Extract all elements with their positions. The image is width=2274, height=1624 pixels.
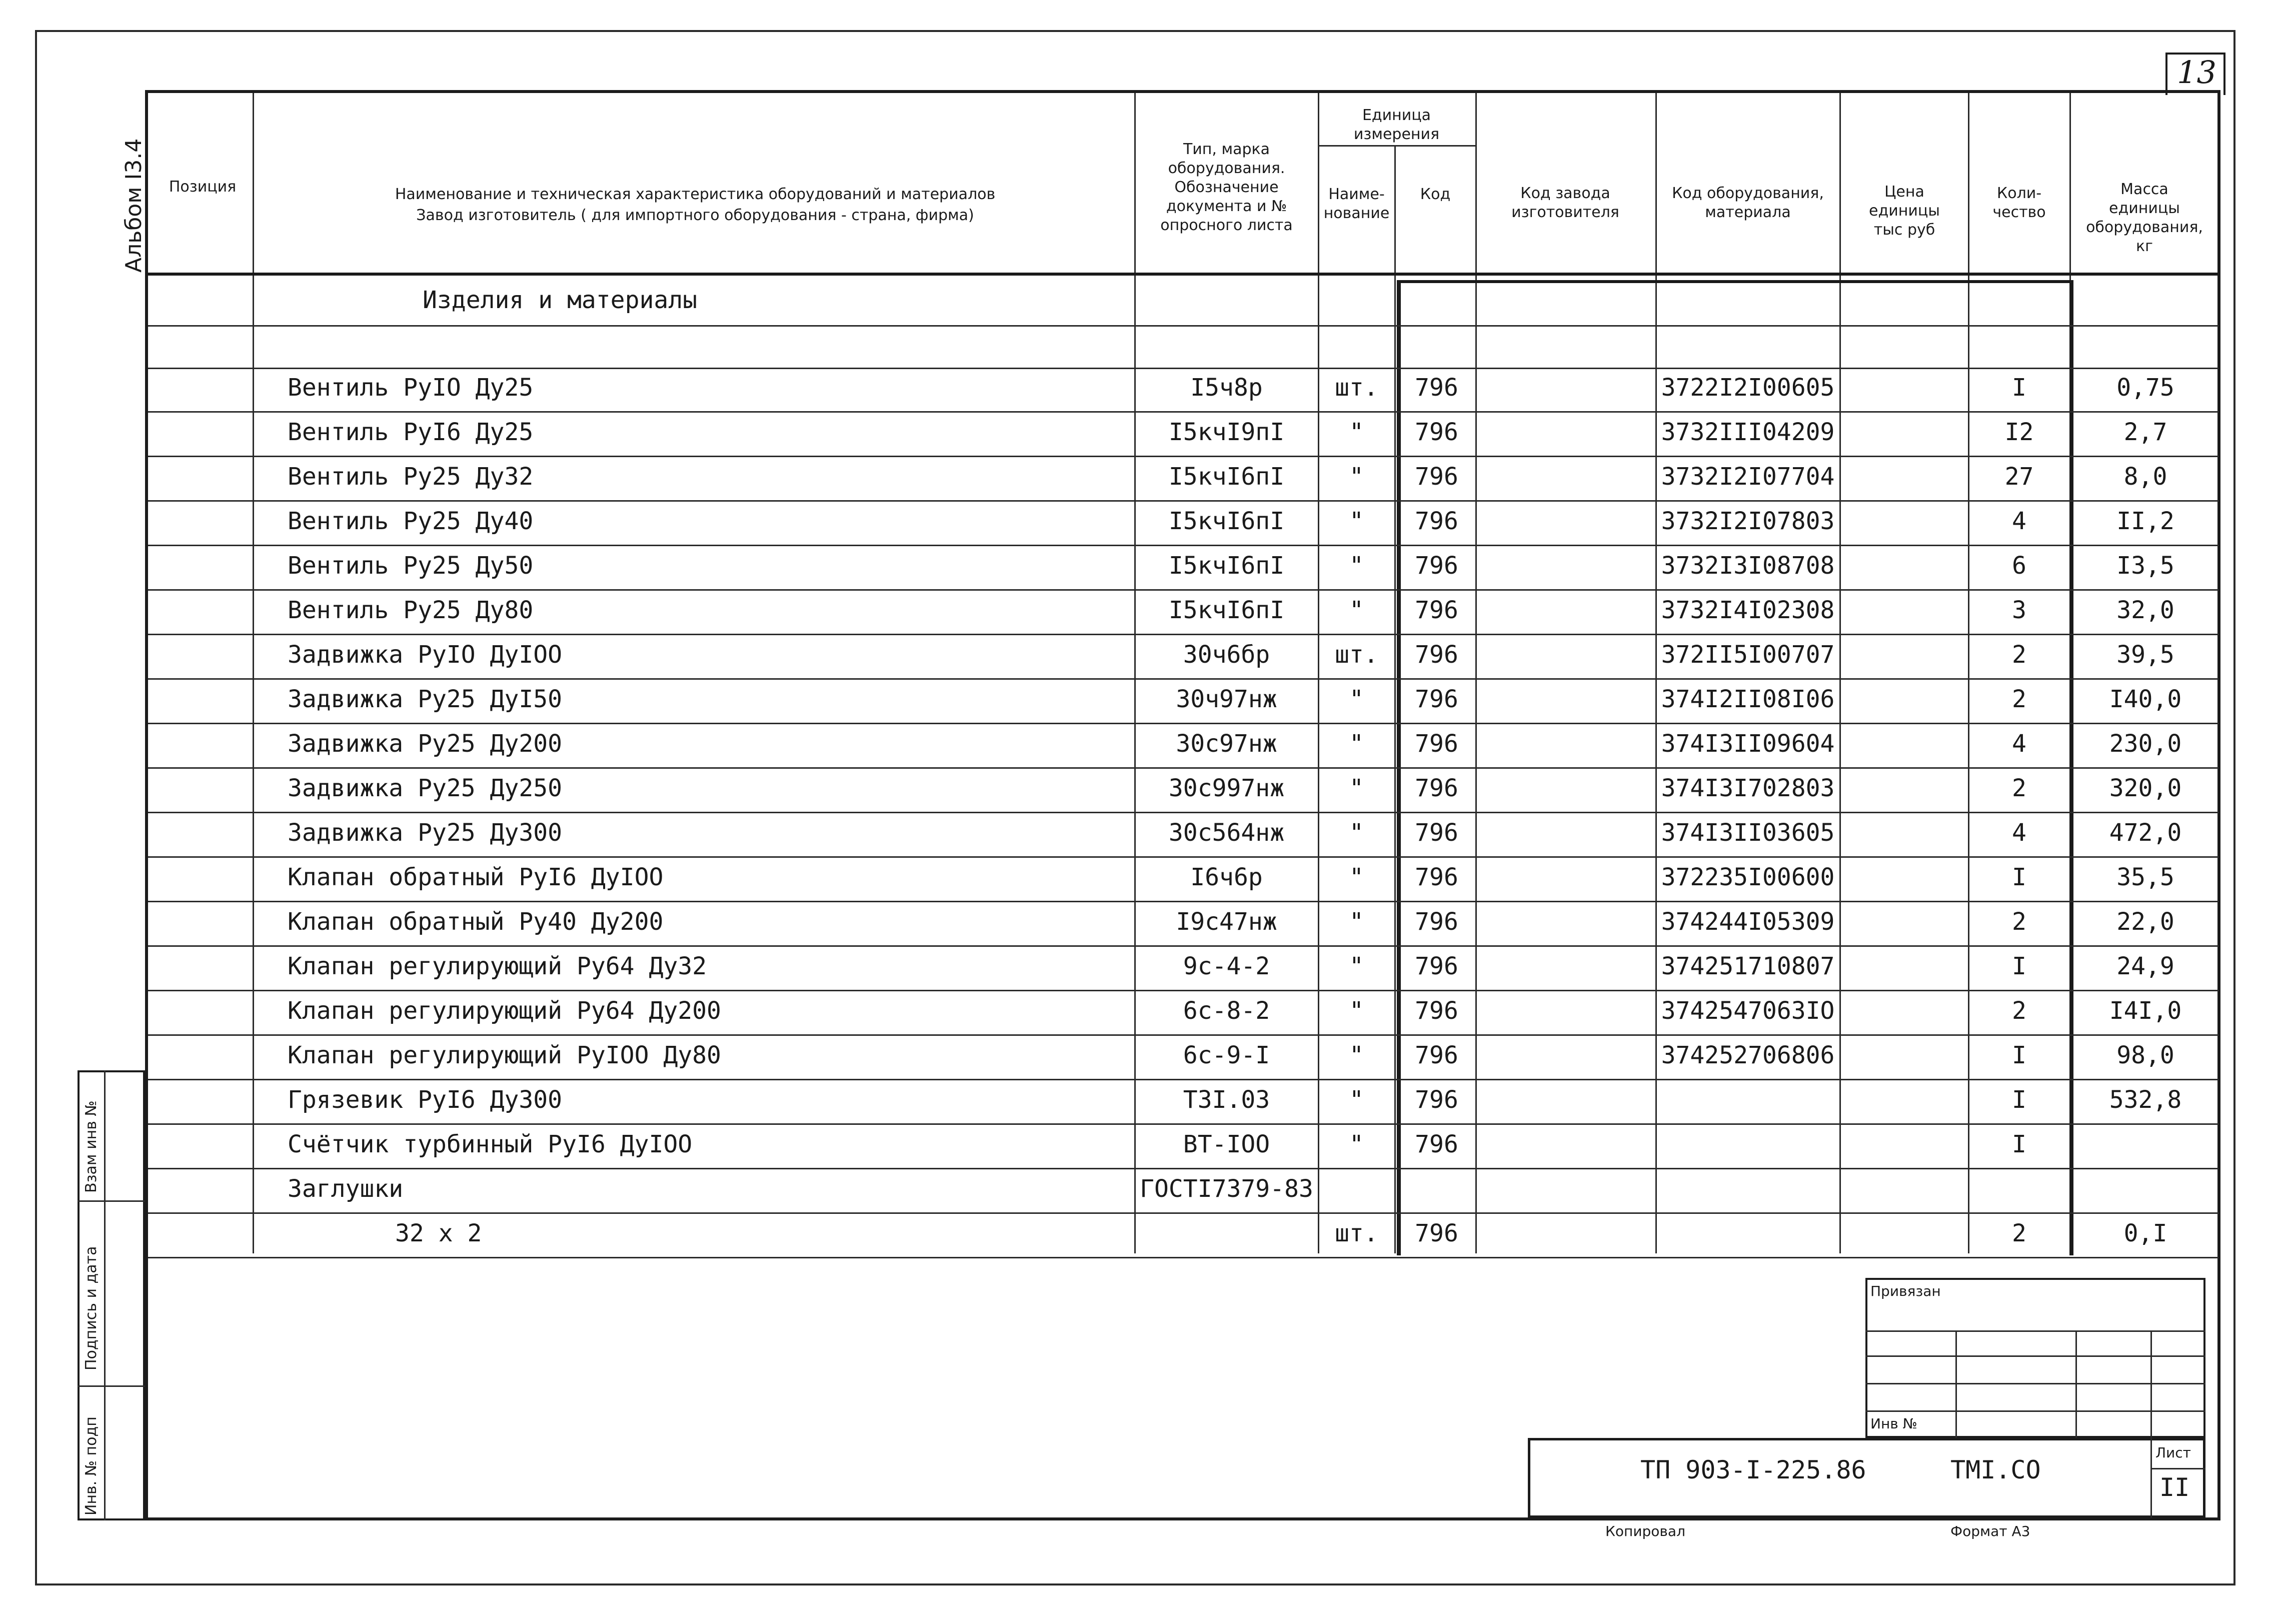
row-type: 6с-8-2: [1183, 997, 1270, 1025]
row-name: Заглушки: [288, 1175, 404, 1203]
row-quantity: 27: [2004, 463, 2034, 491]
row-divider: [148, 456, 2218, 457]
row-mass: I3,5: [2116, 552, 2174, 580]
row-equipment-code: 374252706806: [1661, 1041, 1835, 1069]
row-divider: [148, 634, 2218, 635]
side-field-replace: Взам инв №: [83, 1100, 100, 1193]
header-equipment-code: Код оборудования, материала: [1672, 185, 1824, 221]
row-quantity: 4: [2012, 819, 2026, 847]
row-quantity: I: [2012, 1130, 2026, 1158]
row-mass: 0,I: [2123, 1219, 2167, 1247]
row-code: 796: [1415, 596, 1458, 624]
row-name: Клапан регулирующий РуIОО Ду80: [288, 1041, 721, 1069]
row-mass: 22,0: [2116, 908, 2174, 936]
row-type: I5кчI6пI: [1168, 463, 1285, 491]
row-code: 796: [1415, 774, 1458, 802]
sheet-code: ТМI.СО: [1950, 1455, 2041, 1484]
row-equipment-code: 374I3II03605: [1661, 819, 1835, 847]
album-label: Альбом I3.4: [121, 138, 147, 273]
row-name: Клапан обратный Ру40 Ду200: [288, 908, 664, 936]
row-equipment-code: 372235I00600: [1661, 863, 1835, 891]
row-name: Вентиль Ру25 Ду50: [288, 552, 534, 580]
row-equipment-code: 3732III04209: [1661, 418, 1835, 446]
row-mass: I40,0: [2109, 685, 2182, 713]
row-equipment-code: 3732I4I02308: [1661, 596, 1835, 624]
bound-label: Привязан: [1870, 1283, 1941, 1299]
row-type: I5кчI6пI: [1168, 552, 1285, 580]
header-type: Тип, марка оборудования. Обозначение документа и № опросного листа: [1160, 141, 1293, 234]
row-quantity: I: [2012, 863, 2026, 891]
row-mass: 472,0: [2109, 819, 2182, 847]
row-name: Грязевик РуI6 Ду300: [288, 1086, 563, 1114]
row-quantity: 2: [2012, 685, 2026, 713]
row-quantity: I: [2012, 952, 2026, 980]
row-type: ГОСТI7379-83: [1140, 1175, 1313, 1203]
row-quantity: 4: [2012, 730, 2026, 758]
row-divider: [148, 1079, 2218, 1080]
row-divider: [148, 1168, 2218, 1169]
row-code: 796: [1415, 418, 1458, 446]
section-title: Изделия и материалы: [423, 286, 698, 314]
row-unit: ": [1349, 1041, 1364, 1069]
row-mass: 320,0: [2109, 774, 2182, 802]
row-mass: 0,75: [2116, 374, 2174, 402]
row-equipment-code: 372II5I00707: [1661, 641, 1835, 669]
row-divider: [148, 411, 2218, 413]
row-type: 9с-4-2: [1183, 952, 1270, 980]
row-code: 796: [1415, 997, 1458, 1025]
row-name: Задвижка Ру25 Ду250: [288, 774, 563, 802]
row-code: 796: [1415, 552, 1458, 580]
header-unit-group: Единица измерения: [1353, 107, 1440, 143]
row-unit: ": [1349, 730, 1364, 758]
row-equipment-code: 3732I2I07803: [1661, 507, 1835, 535]
row-name: Счётчик турбинный РуI6 ДуIОО: [288, 1130, 693, 1158]
row-code: 796: [1415, 463, 1458, 491]
row-name: Клапан регулирующий Ру64 Ду32: [288, 952, 707, 980]
row-type: I6ч6р: [1190, 863, 1263, 891]
row-unit: ": [1349, 819, 1364, 847]
row-type: I5кчI6пI: [1168, 596, 1285, 624]
header-price: Цена единицы тыс руб: [1869, 183, 1940, 239]
row-name: Вентиль РуIО Ду25: [288, 374, 534, 402]
row-equipment-code: 3732I2I07704: [1661, 463, 1835, 491]
row-unit: ": [1349, 507, 1364, 535]
row-equipment-code: 3742547063IO: [1661, 997, 1835, 1025]
row-equipment-code: 3722I2I00605: [1661, 374, 1835, 402]
row-divider: [148, 545, 2218, 546]
row-quantity: 2: [2012, 641, 2026, 669]
row-name: Задвижка Ру25 Ду300: [288, 819, 563, 847]
row-code: 796: [1415, 863, 1458, 891]
row-name: Вентиль Ру25 Ду40: [288, 507, 534, 535]
row-mass: II,2: [2116, 507, 2174, 535]
corner-sheet-number: 13: [2177, 54, 2216, 91]
row-mass: 24,9: [2116, 952, 2174, 980]
row-equipment-code: 374I3II09604: [1661, 730, 1835, 758]
row-divider: [148, 767, 2218, 769]
side-field-signature: Подпись и дата: [83, 1246, 100, 1370]
row-name: Вентиль Ру25 Ду80: [288, 596, 534, 624]
row-code: 796: [1415, 819, 1458, 847]
row-unit: шт.: [1335, 374, 1378, 402]
row-unit: шт.: [1335, 1219, 1378, 1247]
row-name: Задвижка Ру25 ДуI50: [288, 685, 563, 713]
row-quantity: I: [2012, 1041, 2026, 1069]
row-unit: шт.: [1335, 641, 1378, 669]
header-mass: Масса единицы оборудования, кг: [2086, 181, 2203, 255]
row-type: Т3I.03: [1183, 1086, 1270, 1114]
row-divider: [148, 1123, 2218, 1125]
row-name: Вентиль РуI6 Ду25: [288, 418, 534, 446]
row-quantity: I2: [2004, 418, 2034, 446]
inv-label: Инв №: [1870, 1415, 1917, 1432]
row-name: Задвижка РуIО ДуIОО: [288, 641, 563, 669]
header-name-line2: Завод изготовитель ( для импортного оборудования - страна, фирма): [416, 207, 974, 224]
copied-label: Копировал: [1605, 1523, 1685, 1539]
row-divider: [148, 678, 2218, 680]
row-type: ВТ-IОО: [1183, 1130, 1270, 1158]
row-divider: [148, 990, 2218, 991]
row-divider: [148, 812, 2218, 813]
row-mass: I4I,0: [2109, 997, 2182, 1025]
row-code: 796: [1415, 1086, 1458, 1114]
row-unit: ": [1349, 1130, 1364, 1158]
row-quantity: 2: [2012, 1219, 2026, 1247]
document-number: ТП 903-I-225.86: [1640, 1455, 1866, 1484]
bound-block: [1865, 1278, 2205, 1438]
row-mass: 39,5: [2116, 641, 2174, 669]
row-quantity: 3: [2012, 596, 2026, 624]
row-type: 30ч6бр: [1183, 641, 1270, 669]
row-quantity: I: [2012, 374, 2026, 402]
row-unit: ": [1349, 596, 1364, 624]
row-code: 796: [1415, 908, 1458, 936]
row-code: 796: [1415, 641, 1458, 669]
row-unit: ": [1349, 952, 1364, 980]
row-code: 796: [1415, 1041, 1458, 1069]
row-unit: ": [1349, 1086, 1364, 1114]
side-field-inventory: Инв. № подп: [83, 1416, 100, 1515]
row-code: 796: [1415, 1130, 1458, 1158]
row-divider: [148, 1034, 2218, 1036]
row-equipment-code: 374244I05309: [1661, 908, 1835, 936]
row-unit: ": [1349, 863, 1364, 891]
row-unit: ": [1349, 418, 1364, 446]
row-type: 30с97нж: [1176, 730, 1277, 758]
row-divider: [148, 945, 2218, 947]
row-mass: 35,5: [2116, 863, 2174, 891]
row-quantity: 2: [2012, 908, 2026, 936]
row-mass: 532,8: [2109, 1086, 2182, 1114]
row-unit: ": [1349, 997, 1364, 1025]
row-quantity: 2: [2012, 997, 2026, 1025]
format-label: Формат А3: [1950, 1523, 2030, 1539]
title-block: [1528, 1438, 2205, 1518]
row-divider: [148, 589, 2218, 591]
row-name: Задвижка Ру25 Ду200: [288, 730, 563, 758]
row-unit: ": [1349, 908, 1364, 936]
row-type: I5кчI9пI: [1168, 418, 1285, 446]
row-name: Вентиль Ру25 Ду32: [288, 463, 534, 491]
row-mass: 32,0: [2116, 596, 2174, 624]
row-type: I9с47нж: [1176, 908, 1277, 936]
row-unit: ": [1349, 552, 1364, 580]
row-code: 796: [1415, 507, 1458, 535]
row-divider: [148, 500, 2218, 502]
row-mass: 98,0: [2116, 1041, 2174, 1069]
header-position: Позиция: [169, 178, 237, 196]
row-equipment-code: 374251710807: [1661, 952, 1835, 980]
row-type: 30ч97нж: [1176, 685, 1277, 713]
header-unit-code: Код: [1420, 186, 1451, 203]
row-equipment-code: 374I2II08I06: [1661, 685, 1835, 713]
row-type: 6с-9-I: [1183, 1041, 1270, 1069]
header-unit-name: Наиме- нование: [1323, 186, 1390, 222]
row-equipment-code: 3732I3I08708: [1661, 552, 1835, 580]
row-mass: 2,7: [2123, 418, 2167, 446]
row-divider: [148, 901, 2218, 902]
row-name: Клапан регулирующий Ру64 Ду200: [288, 997, 721, 1025]
row-unit: ": [1349, 685, 1364, 713]
row-quantity: 6: [2012, 552, 2026, 580]
sheet-number: II: [2159, 1473, 2190, 1502]
header-name-line1: Наименование и техническая характеристика оборудований и материалов: [395, 186, 996, 203]
header-quantity: Коли- чество: [1992, 185, 2046, 221]
row-code: 796: [1415, 1219, 1458, 1247]
row-divider: [148, 856, 2218, 858]
sheet-label: Лист: [2155, 1444, 2191, 1461]
row-divider: [148, 1257, 2218, 1258]
row-unit: ": [1349, 463, 1364, 491]
row-type: 30с564нж: [1168, 819, 1285, 847]
row-divider: [148, 1212, 2218, 1214]
row-quantity: I: [2012, 1086, 2026, 1114]
row-name: 32 х 2: [395, 1219, 482, 1247]
row-name: Клапан обратный РуI6 ДуIОО: [288, 863, 664, 891]
row-quantity: 2: [2012, 774, 2026, 802]
row-type: I5кчI6пI: [1168, 507, 1285, 535]
row-code: 796: [1415, 685, 1458, 713]
row-divider: [148, 723, 2218, 724]
row-type: I5ч8р: [1190, 374, 1263, 402]
row-code: 796: [1415, 730, 1458, 758]
row-code: 796: [1415, 952, 1458, 980]
row-quantity: 4: [2012, 507, 2026, 535]
row-mass: 8,0: [2123, 463, 2167, 491]
row-type: 30с997нж: [1168, 774, 1285, 802]
header-plant-code: Код завода изготовителя: [1511, 185, 1619, 221]
row-equipment-code: 374I3I702803: [1661, 774, 1835, 802]
row-code: 796: [1415, 374, 1458, 402]
row-mass: 230,0: [2109, 730, 2182, 758]
row-unit: ": [1349, 774, 1364, 802]
